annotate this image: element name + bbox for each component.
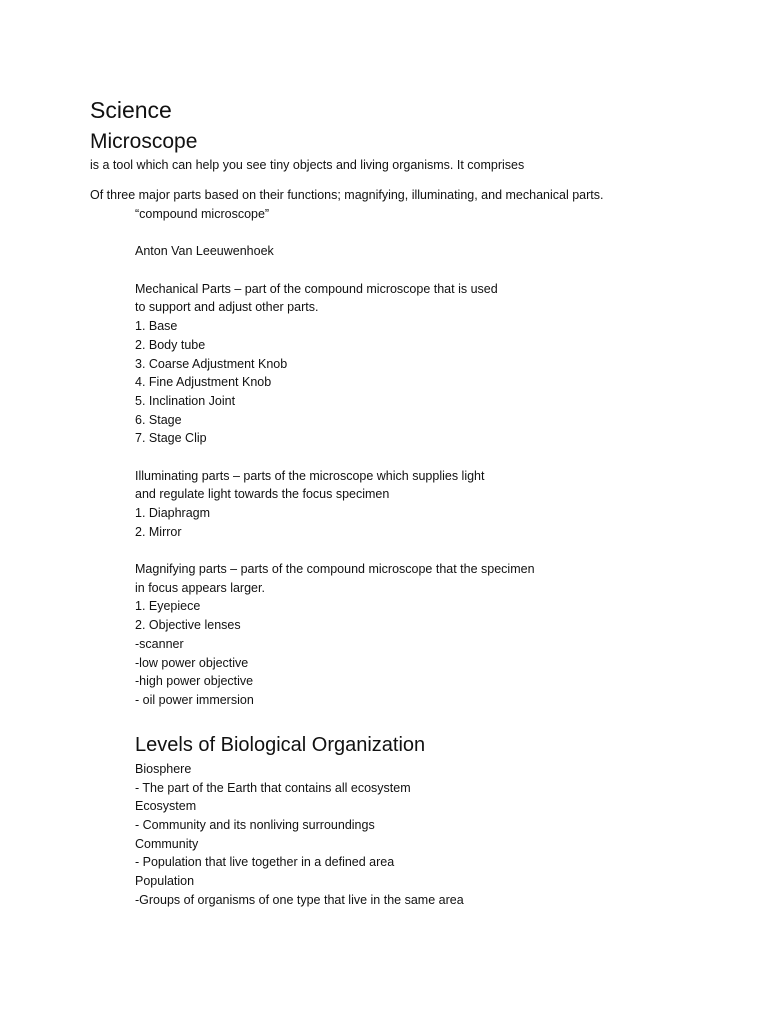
list-item: 1. Base bbox=[135, 319, 178, 334]
level-desc: -Groups of organisms of one type that live in the same area bbox=[135, 892, 464, 907]
microscope-heading: Microscope bbox=[90, 130, 198, 153]
mechanical-desc-line-1: Mechanical Parts – part of the compound microscope that is used bbox=[135, 281, 498, 296]
level-desc: - Population that live together in a defined area bbox=[135, 855, 395, 870]
list-item: 2. Objective lenses bbox=[135, 618, 241, 633]
illuminating-desc-line-1: Illuminating parts – parts of the microscope which supplies light bbox=[135, 468, 485, 483]
illuminating-desc-line-2: and regulate light towards the focus specimen bbox=[135, 487, 390, 502]
intro-line-1: is a tool which can help you see tiny objects and living organisms. It comprises bbox=[90, 158, 525, 172]
level-name: Biosphere bbox=[135, 762, 192, 776]
magnifying-desc-line-2: in focus appears larger. bbox=[135, 580, 265, 595]
list-item: -low power objective bbox=[135, 655, 249, 670]
list-item: -scanner bbox=[135, 636, 184, 651]
levels-list bbox=[135, 760, 464, 910]
intro-line-2: Of three major parts based on their functions; magnifying, illuminating, and mechanical parts. bbox=[90, 188, 604, 202]
page-title: Science bbox=[90, 97, 172, 123]
inventor-name: Anton Van Leeuwenhoek bbox=[135, 244, 274, 259]
level-name: Population bbox=[135, 874, 195, 889]
list-item: 7. Stage Clip bbox=[135, 431, 207, 446]
list-item: 5. Inclination Joint bbox=[135, 393, 236, 408]
list-item: 2. Mirror bbox=[135, 524, 182, 539]
mechanical-desc-line-2: to support and adjust other parts. bbox=[135, 300, 319, 315]
list-item: - oil power immersion bbox=[135, 692, 254, 707]
list-item: 6. Stage bbox=[135, 412, 182, 427]
magnifying-desc-line-1: Magnifying parts – parts of the compound microscope that the specimen bbox=[135, 562, 535, 577]
microscope-notes bbox=[135, 205, 535, 710]
list-item: 3. Coarse Adjustment Knob bbox=[135, 356, 288, 371]
list-item: -high power objective bbox=[135, 674, 254, 689]
list-item: 1. Eyepiece bbox=[135, 599, 201, 614]
levels-heading: Levels of Biological Organization bbox=[135, 734, 426, 756]
level-name: Community bbox=[135, 836, 199, 851]
list-item: 2. Body tube bbox=[135, 337, 206, 352]
level-desc: - The part of the Earth that contains all ecosystem bbox=[135, 780, 411, 795]
compound-quote: “compound microscope” bbox=[135, 207, 270, 221]
list-item: 4. Fine Adjustment Knob bbox=[135, 375, 272, 390]
level-desc: - Community and its nonliving surroundings bbox=[135, 818, 375, 833]
list-item: 1. Diaphragm bbox=[135, 506, 211, 520]
level-name: Ecosystem bbox=[135, 799, 197, 814]
